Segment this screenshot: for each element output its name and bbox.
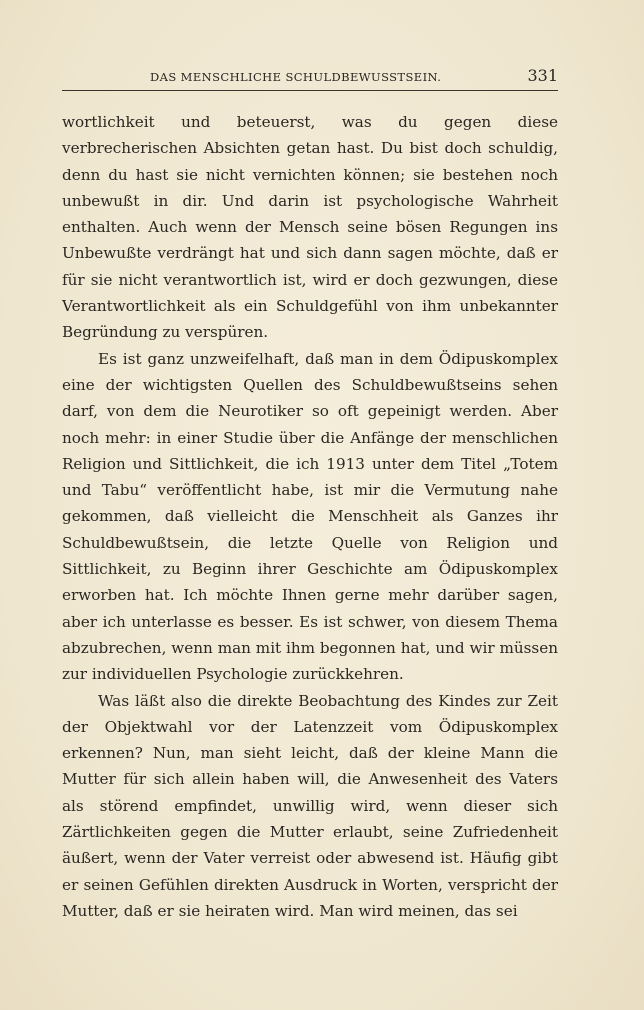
body-text	[62, 109, 558, 924]
paragraph-2: Es ist ganz unzweifelhaft, daß man in dem Ödipuskomplex eine der wichtigsten Quellen des Schuldbewußtseins sehen darf, von dem die Neurotiker so oft gepeinigt werden. Aber noch mehr: in einer Studie über die Anfänge der menschlichen Religion und Sittlichkeit, die ich 1913 unter dem Titel „Totem und Tabu“ veröffentlicht habe, ist mir die Vermutung nahe gekommen, daß vielleicht die Menschheit als Ganzes ihr Schuldbewußtsein, die letzte Quelle von Religion und Sittlichkeit, zu Beginn ihrer Geschichte am Ödipuskomplex erworben hat. Ich möchte Ihnen gerne mehr darüber sagen, aber ich unterlasse es besser. Es ist schwer, von diesem Thema abzubrechen, wenn man mit ihm begonnen hat, und wir müssen zur individuellen Psychologie zurückkehren.	[62, 349, 558, 684]
book-page	[62, 66, 558, 924]
page-number: 331	[527, 66, 558, 85]
page-header	[62, 66, 558, 91]
running-head: DAS MENSCHLICHE SCHULDBEWUSSTSEIN.	[150, 70, 442, 84]
paragraph-3: Was läßt also die direkte Beobachtung des Kindes zur Zeit der Objektwahl vor der Latenzzeit vom Ödipuskomplex erkennen? Nun, man sieht leicht, daß der kleine Mann die Mutter für sich allein haben will, die Anwesenheit des Vaters als störend empfindet, unwillig wird, wenn dieser sich Zärtlichkeiten gegen die Mutter erlaubt, seine Zufriedenheit äußert, wenn der Vater verreist oder abwesend ist. Häufig gibt er seinen Gefühlen direkten Ausdruck in Worten, verspricht der Mutter, daß er sie heiraten wird. Man wird meinen, das sei	[62, 691, 558, 920]
paragraph-1: wortlichkeit und beteuerst, was du gegen diese verbrecherischen Absichten getan hast. Du bist doch schuldig, denn du hast sie nicht vernichten können; sie bestehen noch unbewußt in dir. Und darin ist psychologische Wahrheit enthalten. Auch wenn der Mensch seine bösen Regungen ins Unbewußte verdrängt hat und sich dann sagen möchte, daß er für sie nicht verantwortlich ist, wird er doch gezwungen, diese Verantwortlichkeit als ein Schuldgefühl von ihm unbekannter Begründung zu verspüren.	[62, 113, 558, 342]
